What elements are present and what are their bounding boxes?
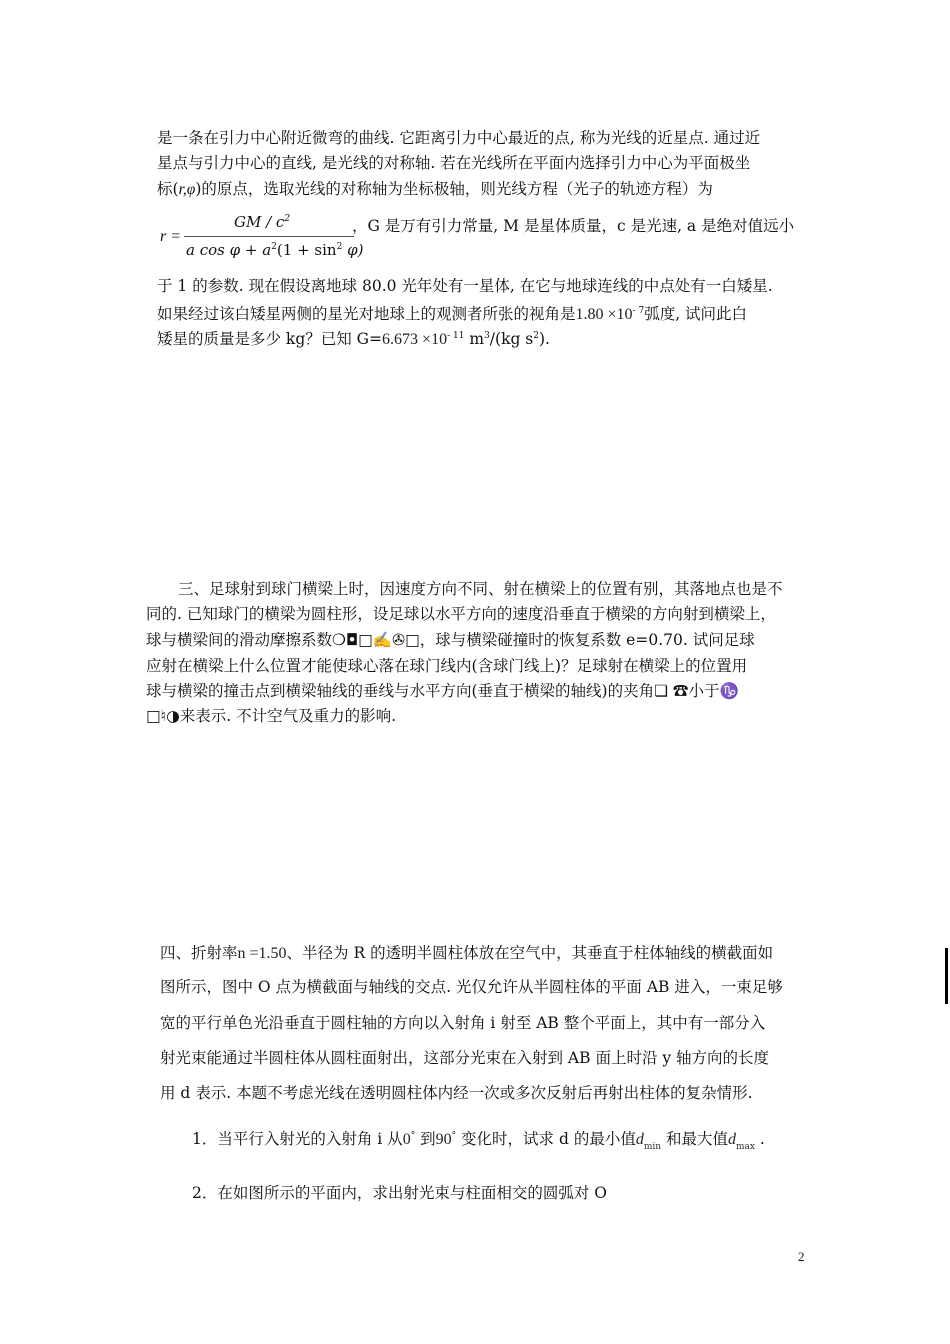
para3-line4: 射光束能通过半圆柱体从圆柱面射出，这部分光束在入射到 AB 面上时沿 y 轴方向的长度 <box>160 1049 770 1067</box>
para3-line3: 宽的平行单色光沿垂直于圆柱轴的方向以入射角 i 射至 AB 整个平面上，其中有一部分入 <box>160 1014 766 1032</box>
question-1: 1．当平行入射光的入射角 i 从0° 到90° 变化时，试求 d 的最小值$d_{min}$ 和最大值$d_{max}$ . <box>192 1130 765 1152</box>
para1-line5: 于 1 的参数. 现在假设离地球 80.0 光年处有一星体, 在它与地球连线的中点处有一白矮星. <box>157 277 773 295</box>
para1-line2: 星点与引力中心的直线, 是光线的对称轴. 若在光线所在平面内选择引力中心为平面极坐 <box>157 154 751 172</box>
para3-line1: 四、折射率n =1.50、半径为 R 的透明半圆柱体放在空气中，其垂直于柱体轴线的横截面如 <box>160 944 774 962</box>
para2-line6: □♮◑来表示. 不计空气及重力的影响. <box>146 707 397 725</box>
para1-line6: 如果经过该白矮星两侧的星光对地球上的观测者所张的视角是$1.80 \times 10^{- 7}$弧度, 试问此白 <box>157 305 748 323</box>
para2-line4: 应射在横梁上什么位置才能使球心落在球门线内(含球门线上)？足球射在横梁上的位置用 <box>146 657 748 675</box>
para2-line2: 同的. 已知球门的横梁为圆柱形，设足球以水平方向的速度沿垂直于横梁的方向射到横梁上， <box>146 605 776 623</box>
para1-line7: 矮星的质量是多少 kg？已知 $G=6.673 \times 10^{- 11}$ $m^3/(kg$ $s^2$). <box>157 330 550 348</box>
para1-line3: 标(r,φ)的原点，选取光线的对称轴为坐标极轴，则光线方程（光子的轨迹方程）为 <box>157 180 713 198</box>
question-2: 2．在如图所示的平面内，求出射光束与柱面相交的圆弧对 O <box>192 1184 607 1202</box>
para2-line5: 球与横梁的撞击点到横梁轴线的垂线与水平方向(垂直于横梁的轴线)的夹角❏ ☎小于♑ <box>146 682 739 700</box>
para1-line1: 是一条在引力中心附近微弯的曲线. 它距离引力中心最近的点, 称为光线的近星点. 通过近 <box>157 129 761 147</box>
para2-line1: 三、足球射到球门横梁上时，因速度方向不同、射在横梁上的位置有别，其落地点也是不 <box>178 580 783 598</box>
page-number: 2 <box>798 1249 805 1264</box>
margin-marker <box>945 948 948 1004</box>
para3-line2: 图所示，图中 O 点为横截面与轴线的交点. 光仅允许从半圆柱体的平面 AB 进入，一束足够 <box>160 978 783 996</box>
equation-lhs: r = <box>160 228 182 245</box>
equation-denominator: a $\cos \varphi + a^2(1 + \sin^2 \varphi)$ <box>186 241 364 259</box>
equation-fraction-bar <box>184 236 354 237</box>
para1-line4: ，G 是万有引力常量, M 是星体质量，c 是光速, a 是绝对值远小 <box>352 217 795 235</box>
equation-numerator: GM / $c^2$ <box>234 213 291 231</box>
para3-line5: 用 d 表示. 本题不考虑光线在透明圆柱体内经一次或多次反射后再射出柱体的复杂情形. <box>160 1084 753 1102</box>
para2-line3: 球与横梁间的滑动摩擦系数❍◘□✍✇□，球与横梁碰撞时的恢复系数 e=0.70. 试问足球 <box>146 631 755 649</box>
